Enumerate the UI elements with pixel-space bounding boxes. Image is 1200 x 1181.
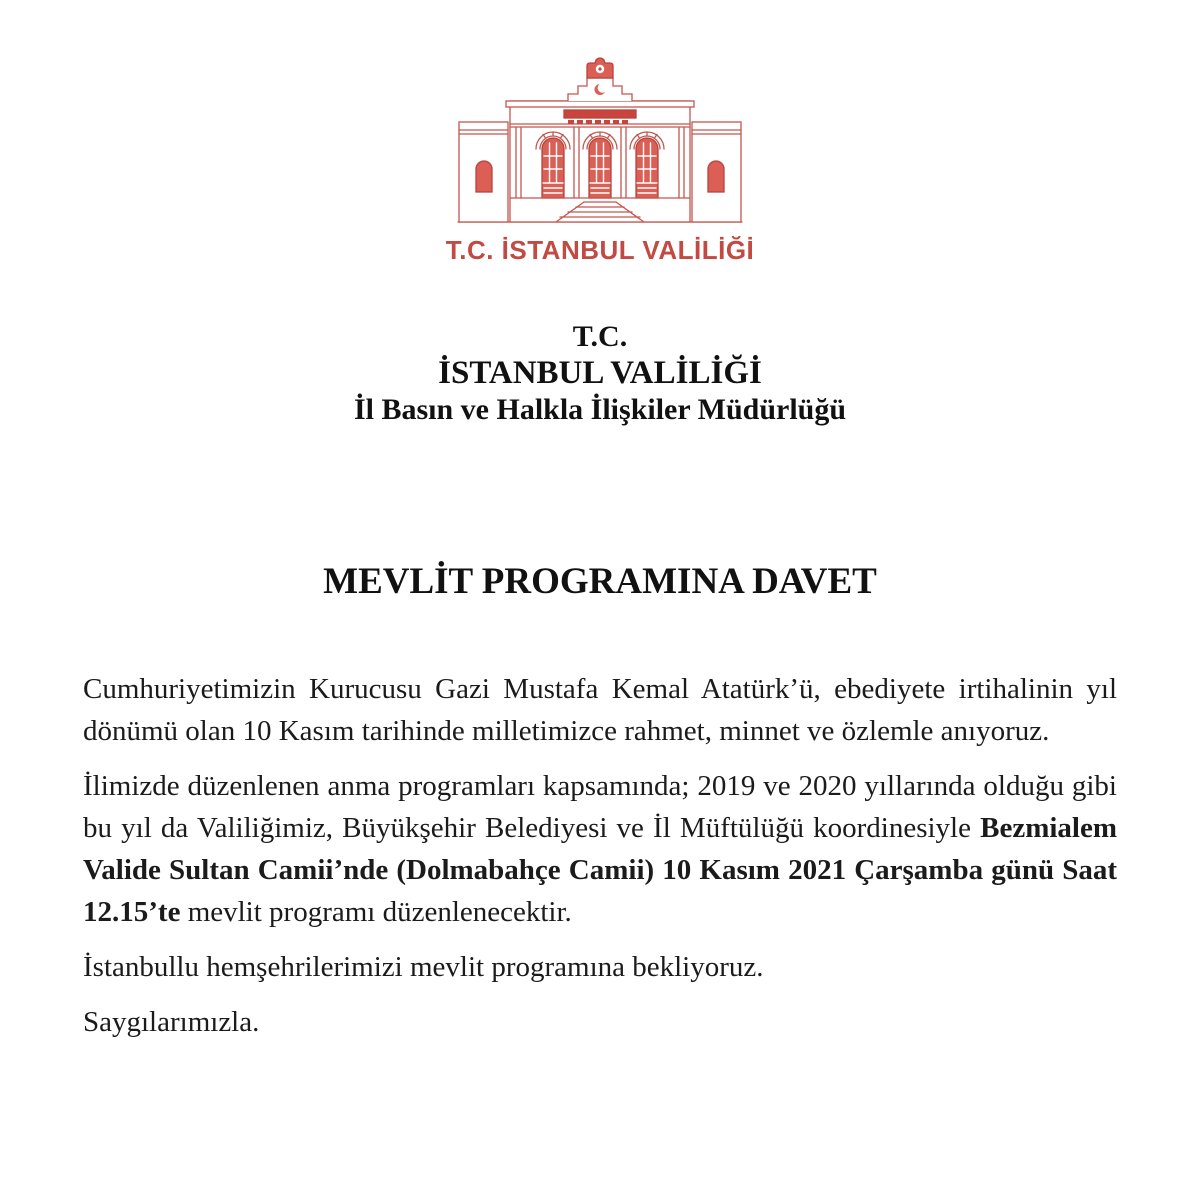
paragraph-program-details-tail: mevlit programı düzenlenecektir.: [180, 896, 572, 928]
paragraph-regards: Saygılarımızla.: [83, 1006, 260, 1038]
letterhead-directorate: İl Basın ve Halkla İlişkiler Müdürlüğü: [353, 393, 847, 426]
letterhead-tc: T.C.: [572, 320, 628, 353]
paragraph-program-details: [83, 765, 1117, 933]
document-body: [83, 668, 1117, 1043]
istanbul-governorship-building-icon: [450, 56, 750, 228]
letterhead: [0, 319, 1200, 428]
logo-caption: T.C. İSTANBUL VALİLİĞİ: [445, 235, 755, 265]
document-title: MEVLİT PROGRAMINA DAVET: [323, 561, 877, 602]
paragraph-invitation: İstanbullu hemşehrilerimizi mevlit programına bekliyoruz.: [83, 951, 764, 983]
letterhead-governorship: İSTANBUL VALİLİĞİ: [438, 355, 762, 391]
paragraph-program-details-bold: Bezmialem Valide Sultan Camii’nde (Dolmabahçe Camii) 10 Kasım 2021 Çarşamba günü Saat 12.15’te: [83, 812, 1117, 928]
paragraph-commemoration: Cumhuriyetimizin Kurucusu Gazi Mustafa Kemal Atatürk’ü, ebediyete irtihalinin yıl dönümü olan 10 Kasım tarihinde milletimizce rahmet, minnet ve özlemle anıyoruz.: [83, 673, 1117, 747]
logo-block: [0, 0, 1200, 265]
paragraph-program-details-lead: İlimizde düzenlenen anma programları kapsamında; 2019 ve 2020 yıllarında olduğu gibi bu yıl da Valiliğimiz, Büyükşehir Belediyesi ve İl Müftülüğü koordinesiyle: [83, 770, 1117, 844]
